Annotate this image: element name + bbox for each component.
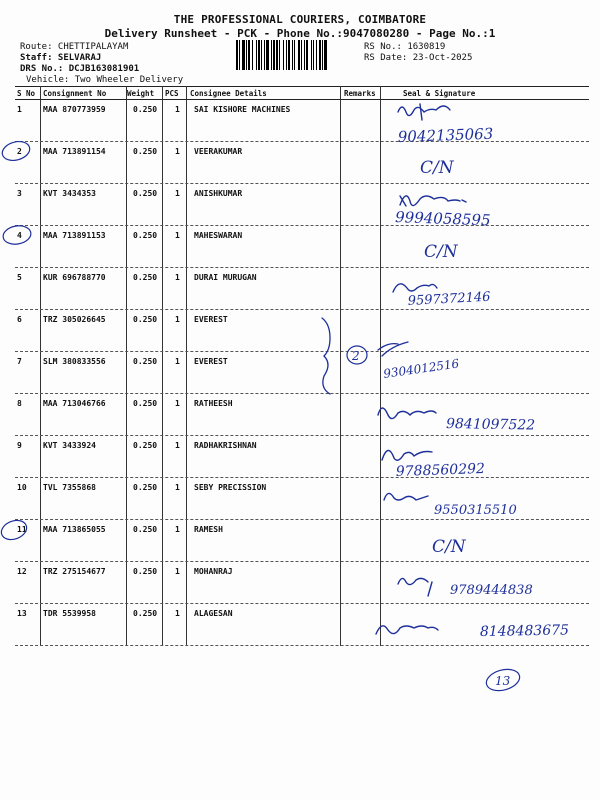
row-sno: 6 bbox=[17, 315, 22, 324]
consignee-name: EVEREST bbox=[194, 315, 228, 324]
barcode-bar bbox=[256, 40, 257, 70]
pcs: 1 bbox=[175, 105, 180, 114]
row-sno: 8 bbox=[17, 399, 22, 408]
weight: 0.250 bbox=[133, 567, 158, 576]
row-sno: 5 bbox=[17, 273, 22, 282]
cn-note: C/N bbox=[432, 537, 466, 557]
weight: 0.250 bbox=[133, 315, 158, 324]
table-row bbox=[15, 309, 589, 352]
weight: 0.250 bbox=[133, 147, 158, 156]
runsheet-subtitle: Delivery Runsheet - PCK - Phone No.:9047080280 - Page No.:1 bbox=[104, 27, 496, 40]
circled-total: 13 bbox=[495, 674, 511, 688]
table-row bbox=[15, 267, 589, 310]
row-sno: 12 bbox=[17, 567, 27, 576]
consignee-name: RAMESH bbox=[194, 525, 223, 534]
table-row bbox=[15, 393, 589, 436]
pcs: 1 bbox=[175, 357, 180, 366]
table-row bbox=[15, 99, 589, 142]
barcode-bar bbox=[311, 40, 312, 70]
consignee-name: ANISHKUMAR bbox=[194, 189, 243, 198]
pcs: 1 bbox=[175, 273, 180, 282]
consignment-no: TDR 5539958 bbox=[43, 609, 96, 618]
barcode-bar bbox=[316, 40, 317, 70]
barcode-bar bbox=[319, 40, 321, 70]
row-sno: 7 bbox=[17, 357, 22, 366]
barcode-bar bbox=[304, 40, 305, 70]
consignee-name: RADHAKRISHNAN bbox=[194, 441, 257, 450]
weight: 0.250 bbox=[133, 399, 158, 408]
barcode-bar bbox=[283, 40, 284, 70]
consignment-no: TRZ 275154677 bbox=[43, 567, 106, 576]
consignment-no: MAA 713865055 bbox=[43, 525, 106, 534]
circled-count: 2 bbox=[352, 349, 360, 363]
col-remarks: Remarks bbox=[344, 89, 376, 98]
table-header bbox=[15, 86, 589, 100]
col-consignee: Consignee Details bbox=[190, 89, 267, 98]
table-row bbox=[15, 225, 589, 268]
phone-note: 9841097522 bbox=[445, 416, 536, 434]
pcs: 1 bbox=[175, 189, 180, 198]
col-seal: Seal & Signature bbox=[403, 89, 476, 98]
consignee-name: SEBY PRECISSION bbox=[194, 483, 267, 492]
weight: 0.250 bbox=[133, 357, 158, 366]
consignee-name: VEERAKUMAR bbox=[194, 147, 243, 156]
table-row bbox=[15, 603, 589, 646]
weight: 0.250 bbox=[133, 189, 158, 198]
staff-label: Staff: SELVARAJ bbox=[20, 53, 102, 63]
drs-label: DRS No.: DCJB163081901 bbox=[20, 64, 140, 74]
barcode-bar bbox=[242, 40, 245, 70]
consignee-name: SAI KISHORE MACHINES bbox=[194, 105, 291, 114]
barcode-bar bbox=[292, 40, 293, 70]
consignment-no: SLM 380833556 bbox=[43, 357, 106, 366]
cn-note: C/N bbox=[424, 242, 458, 262]
pcs: 1 bbox=[175, 609, 180, 618]
pcs: 1 bbox=[175, 231, 180, 240]
row-sno: 4 bbox=[17, 231, 22, 240]
weight: 0.250 bbox=[133, 273, 158, 282]
consignee-name: MAHESWARAN bbox=[194, 231, 243, 240]
table-row bbox=[15, 561, 589, 604]
barcode-bar bbox=[324, 40, 327, 70]
table-row bbox=[15, 141, 589, 184]
row-sno: 10 bbox=[17, 483, 27, 492]
rs-number: RS No.: 1630819 bbox=[364, 42, 446, 52]
row-sno: 11 bbox=[17, 525, 27, 534]
col-sno: S No bbox=[17, 89, 36, 98]
table-row bbox=[15, 435, 589, 478]
barcode-bar bbox=[298, 40, 300, 70]
table-row bbox=[15, 351, 589, 394]
barcode-bar bbox=[273, 40, 275, 70]
barcode-bar bbox=[261, 40, 262, 70]
pcs: 1 bbox=[175, 525, 180, 534]
table-row bbox=[15, 183, 589, 226]
pcs: 1 bbox=[175, 567, 180, 576]
weight: 0.250 bbox=[133, 609, 158, 618]
weight: 0.250 bbox=[133, 231, 158, 240]
consignee-name: ALAGESAN bbox=[194, 609, 233, 618]
table-row bbox=[15, 519, 589, 562]
row-sno: 13 bbox=[17, 609, 27, 618]
weight: 0.250 bbox=[133, 105, 158, 114]
barcode-bar bbox=[288, 40, 290, 70]
phone-note: 8148483675 bbox=[479, 622, 570, 640]
consignment-no: MAA 870773959 bbox=[43, 105, 106, 114]
route-label: Route: CHETTIPALAYAM bbox=[20, 42, 129, 52]
consignee-name: DURAI MURUGAN bbox=[194, 273, 257, 282]
vehicle-label: Vehicle: Two Wheeler Delivery bbox=[26, 75, 184, 85]
pcs: 1 bbox=[175, 483, 180, 492]
phone-note: 9042135063 bbox=[397, 124, 494, 146]
consignment-no: TVL 7355868 bbox=[43, 483, 96, 492]
row-sno: 9 bbox=[17, 441, 22, 450]
barcode-bar bbox=[248, 40, 250, 70]
col-pcs: PCS bbox=[165, 89, 179, 98]
barcode-bar bbox=[266, 40, 269, 70]
consignment-no: KVT 3433924 bbox=[43, 441, 96, 450]
phone-note: 9597372146 bbox=[407, 289, 491, 309]
barcode-bar bbox=[239, 40, 240, 70]
consignment-no: KUR 696788770 bbox=[43, 273, 106, 282]
barcode bbox=[236, 40, 361, 70]
barcode-bar bbox=[252, 40, 253, 70]
pcs: 1 bbox=[175, 147, 180, 156]
barcode-bar bbox=[301, 40, 302, 70]
pcs: 1 bbox=[175, 441, 180, 450]
col-consignment: Consignment No bbox=[43, 89, 107, 98]
barcode-bar bbox=[322, 40, 323, 70]
barcode-bar bbox=[258, 40, 260, 70]
consignment-no: MAA 713046766 bbox=[43, 399, 106, 408]
barcode-bar bbox=[236, 40, 238, 70]
table-row bbox=[15, 477, 589, 520]
phone-note: 9304012516 bbox=[382, 356, 461, 381]
row-sno: 1 bbox=[17, 105, 22, 114]
circled-total-mark bbox=[484, 666, 522, 694]
pcs: 1 bbox=[175, 315, 180, 324]
col-weight: Weight bbox=[127, 89, 155, 98]
barcode-bar bbox=[286, 40, 287, 70]
phone-note: 9550315510 bbox=[434, 503, 517, 518]
consignment-no: TRZ 305026645 bbox=[43, 315, 106, 324]
row-sno: 3 bbox=[17, 189, 22, 198]
cn-note: C/N bbox=[420, 158, 454, 178]
barcode-bar bbox=[294, 40, 295, 70]
phone-note: 9994058595 bbox=[394, 208, 491, 230]
weight: 0.250 bbox=[133, 441, 158, 450]
rs-date: RS Date: 23-Oct-2025 bbox=[364, 53, 473, 63]
barcode-bar bbox=[246, 40, 247, 70]
row-sno: 2 bbox=[17, 147, 22, 156]
consignment-no: MAA 713891153 bbox=[43, 231, 106, 240]
barcode-bar bbox=[271, 40, 272, 70]
barcode-bar bbox=[276, 40, 278, 70]
consignment-no: KVT 3434353 bbox=[43, 189, 96, 198]
phone-note: 9788560292 bbox=[395, 460, 486, 480]
consignment-no: MAA 713891154 bbox=[43, 147, 106, 156]
barcode-bar bbox=[313, 40, 314, 70]
company-title: THE PROFESSIONAL COURIERS, COIMBATORE bbox=[173, 13, 427, 26]
barcode-bar bbox=[264, 40, 265, 70]
consignee-name: MOHANRAJ bbox=[194, 567, 233, 576]
consignee-name: RATHEESH bbox=[194, 399, 233, 408]
barcode-bar bbox=[306, 40, 308, 70]
weight: 0.250 bbox=[133, 525, 158, 534]
phone-note: 9789444838 bbox=[450, 583, 533, 598]
pcs: 1 bbox=[175, 399, 180, 408]
consignee-name: EVEREST bbox=[194, 357, 228, 366]
weight: 0.250 bbox=[133, 483, 158, 492]
barcode-bar bbox=[279, 40, 280, 70]
